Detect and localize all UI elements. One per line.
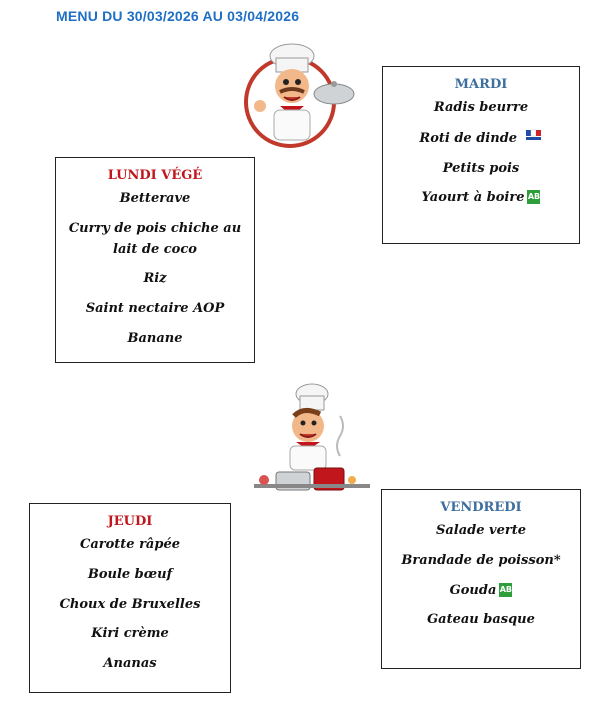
organic-ab-icon: AB bbox=[499, 583, 512, 597]
day-title-lundi: LUNDI VÉGÉ bbox=[107, 168, 203, 183]
menu-item: Banane bbox=[127, 330, 183, 346]
menu-card-vendredi bbox=[381, 489, 581, 669]
menu-item: Salade verte bbox=[435, 523, 526, 538]
menu-item: Yaourt à boire AB bbox=[421, 190, 541, 206]
menu-item: Curry de pois chiche au bbox=[68, 220, 242, 236]
menu-item: Riz bbox=[143, 271, 167, 287]
menu-card-mardi bbox=[382, 66, 580, 244]
menu-item: Carotte râpée bbox=[79, 537, 180, 552]
menu-title: MENU DU 30/03/2026 AU 03/04/2026 bbox=[56, 8, 300, 24]
menu-item: Radis beurre bbox=[433, 100, 529, 115]
menu-item: Saint nectaire AOP bbox=[85, 301, 225, 317]
menu-item: lait de coco bbox=[113, 241, 197, 257]
chef-cooking-illustration bbox=[240, 376, 370, 506]
day-title-vendredi: VENDREDI bbox=[440, 500, 522, 515]
menu-item: Betterave bbox=[119, 191, 191, 206]
menu-card-jeudi bbox=[29, 503, 231, 693]
organic-ab-icon: AB bbox=[527, 190, 540, 204]
day-title-mardi: MARDI bbox=[454, 77, 508, 92]
menu-item: Petits pois bbox=[442, 160, 520, 176]
menu-item: Kiri crème bbox=[91, 626, 169, 642]
menu-item: Ananas bbox=[103, 656, 157, 672]
menu-item: Roti de dinde bbox=[383, 128, 579, 150]
menu-item: Gouda AB bbox=[449, 582, 513, 598]
menu-item: Gateau basque bbox=[427, 612, 535, 628]
menu-item: Boule bœuf bbox=[87, 566, 173, 582]
menu-item: Brandade de poisson* bbox=[401, 552, 561, 568]
menu-card-lundi bbox=[55, 157, 255, 363]
day-title-jeudi: JEUDI bbox=[107, 514, 153, 529]
menu-item: Choux de Bruxelles bbox=[59, 596, 201, 612]
chef-holding-dish-illustration bbox=[240, 40, 360, 150]
french-origin-icon bbox=[525, 128, 543, 142]
